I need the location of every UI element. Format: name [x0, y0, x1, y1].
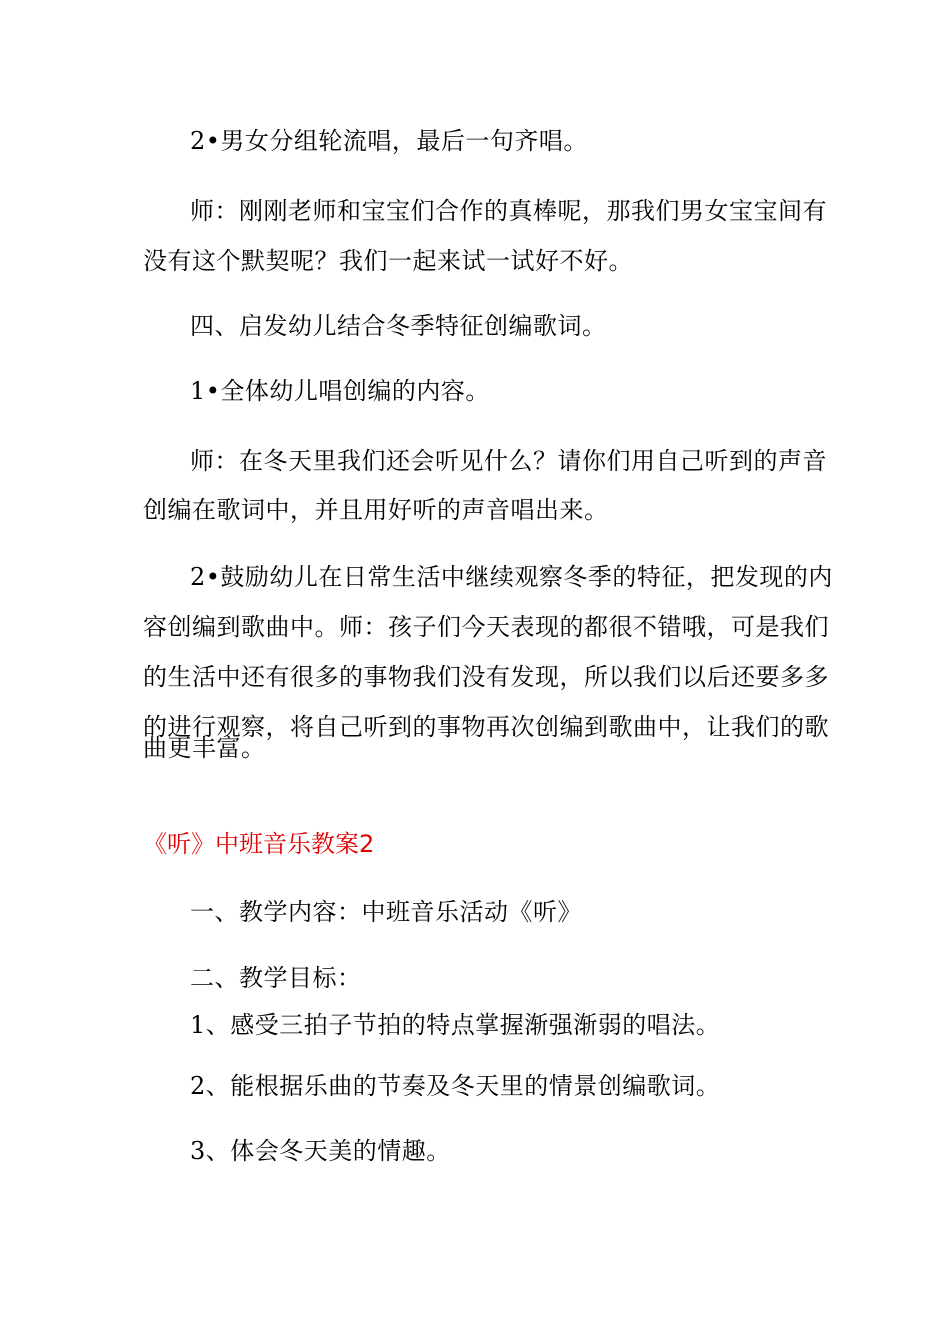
paragraph-line: 1•全体幼儿唱创编的内容。 — [190, 377, 490, 405]
list-item: 2、能根据乐曲的节奏及冬天里的情景创编歌词。 — [190, 1072, 721, 1100]
paragraph-line: 2•鼓励幼儿在日常生活中继续观察冬季的特征，把发现的内 — [190, 563, 833, 591]
paragraph-line: 容创编到歌曲中。师：孩子们今天表现的都很不错哦，可是我们 — [143, 613, 829, 641]
section-heading: 《听》中班音乐教案2 — [143, 830, 375, 858]
list-item: 3、体会冬天美的情趣。 — [190, 1137, 451, 1165]
paragraph-line: 师：在冬天里我们还会听见什么？请你们用自己听到的声音 — [190, 447, 827, 475]
paragraph-line: 没有这个默契呢？我们一起来试一试好不好。 — [143, 247, 633, 275]
paragraph-line: 创编在歌词中，并且用好听的声音唱出来。 — [143, 496, 609, 524]
paragraph-line: 师：刚刚老师和宝宝们合作的真棒呢，那我们男女宝宝间有 — [190, 197, 827, 225]
paragraph-line: 的生活中还有很多的事物我们没有发现，所以我们以后还要多多 — [143, 663, 829, 691]
paragraph-line: 曲更丰富。 — [143, 734, 266, 762]
paragraph-line: 的进行观察，将自己听到的事物再次创编到歌曲中，让我们的歌 — [143, 713, 829, 741]
list-item: 1、感受三拍子节拍的特点掌握渐强渐弱的唱法。 — [190, 1011, 721, 1039]
paragraph-line: 四、启发幼儿结合冬季特征创编歌词。 — [190, 312, 607, 340]
paragraph-line: 二、教学目标： — [190, 964, 362, 992]
paragraph-line: 一、教学内容：中班音乐活动《听》 — [190, 898, 582, 926]
paragraph-line: 2•男女分组轮流唱，最后一句齐唱。 — [190, 127, 588, 155]
